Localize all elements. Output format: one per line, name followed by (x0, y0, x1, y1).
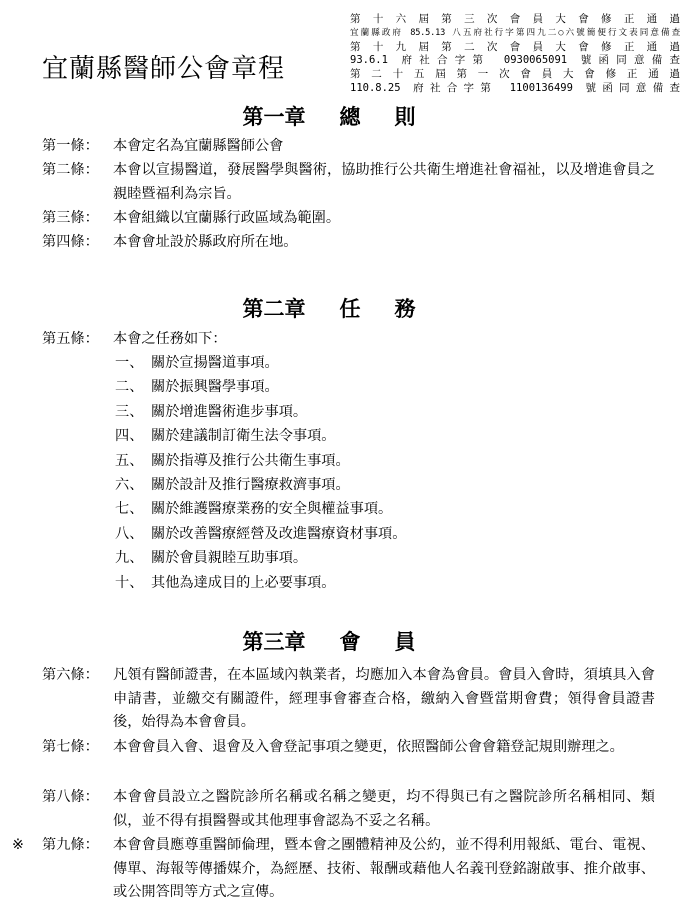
list-item (115, 547, 675, 571)
list-text: 關於指導及推行公共衛生事項。 (151, 452, 350, 469)
article-label: 第八條： (42, 789, 99, 805)
article-label: 第四條： (42, 234, 99, 250)
article-text: 本會組織以宜蘭縣行政區域為範圍。 (113, 210, 341, 226)
chapter-heading (0, 101, 692, 131)
article-text: 凡領有醫師證書，在本區域內執業者，均應加入本會為會員。會員入會時，須填具入會申請書，並繳交有關證件，經理事會審查合格，繳納入會暨當期會費；領得會員證書後，始得為本會會員。 (113, 667, 655, 730)
list-item (115, 352, 675, 376)
list-text: 關於振興醫學事項。 (151, 379, 279, 396)
list-text: 關於宣揚醫道事項。 (151, 355, 279, 371)
list-number: 四、 (115, 428, 144, 445)
list-item (115, 474, 675, 498)
article-label: 第一條： (42, 138, 99, 154)
chapter-heading (0, 626, 692, 656)
list-number: 一、 (115, 355, 144, 371)
chapter-number: 第一章 (242, 104, 306, 129)
list-item (115, 376, 675, 400)
list-number: 六、 (115, 476, 144, 493)
list-item (115, 572, 675, 596)
article-label: 第六條： (42, 667, 99, 683)
document-title: 宜蘭縣醫師公會章程 (42, 54, 286, 84)
amendment-line: 93.6.1 府社合字第 0930065091 號函同意備查 (350, 54, 680, 67)
article-text: 本會會員入會、退會及入會登記事項之變更，依照醫師公會會籍登記規則辦理之。 (113, 739, 624, 755)
list-text: 關於維護醫療業務的安全與權益事項。 (151, 501, 393, 518)
list-text: 關於設計及推行醫療救濟事項。 (151, 476, 350, 493)
article-label: 第九條： (42, 837, 99, 853)
list-text: 關於建議制訂衛生法令事項。 (151, 428, 336, 445)
list-number: 八、 (115, 525, 144, 542)
article-label: 第七條： (42, 739, 99, 755)
amendment-notes (350, 13, 680, 96)
chapter-title: 任務 (339, 296, 450, 321)
chapter-title: 會員 (339, 629, 450, 654)
amendment-line: 110.8.25 府社合字第 1100136499 號函同意備查 (350, 81, 680, 94)
task-list (115, 352, 675, 596)
list-text: 關於增進醫術進步事項。 (151, 403, 308, 420)
article-text: 本會定名為宜蘭縣醫師公會 (113, 138, 284, 154)
list-item (115, 523, 675, 547)
list-item (115, 450, 675, 474)
article-label: 第五條： (42, 331, 99, 347)
amendment-line: 第二十五屆第一次會員大會修正通過 (350, 68, 680, 81)
list-text: 關於會員親睦互助事項。 (151, 550, 308, 567)
amendment-line: 第十九屆第二次會員大會修正通過 (350, 40, 680, 53)
list-number: 三、 (115, 403, 144, 420)
reference-mark: ※ (12, 837, 24, 853)
chapter-number: 第二章 (242, 296, 306, 321)
list-item (115, 401, 675, 425)
amendment-line: 宜蘭縣政府 85.5.13 八五府社行字第四九二○六號簡便行文表同意備查 (350, 27, 680, 38)
chapter-number: 第三章 (242, 629, 306, 654)
list-number: 二、 (115, 379, 144, 396)
list-text: 其他為達成目的上必要事項。 (151, 574, 336, 591)
article-label: 第二條： (42, 162, 99, 178)
chapter-title: 總則 (339, 104, 450, 129)
list-number: 七、 (115, 501, 144, 518)
list-number: 十、 (115, 574, 144, 591)
article-text: 本會會員設立之醫院診所名稱或名稱之變更，均不得與已有之醫院診所名稱相同、類似，並不得有損醫譽或其他理事會認為不妥之名稱。 (113, 789, 655, 829)
list-number: 九、 (115, 550, 144, 567)
article-text: 本會以宣揚醫道，發展醫學與醫術，協助推行公共衛生增進社會福祉，以及增進會員之親睦暨福利為宗旨。 (113, 162, 655, 202)
article-text: 本會之任務如下： (113, 331, 227, 347)
list-item (115, 425, 675, 449)
list-text: 關於改善醫療經營及改進醫療資材事項。 (151, 525, 407, 542)
chapter-heading (0, 293, 692, 323)
amendment-line: 第十六屆第三次會員大會修正通過 (350, 13, 680, 25)
list-number: 五、 (115, 452, 144, 469)
article-text: 本會會址設於縣政府所在地。 (113, 234, 298, 250)
article-label: 第三條： (42, 210, 99, 226)
article-text: 本會會員應尊重醫師倫理，暨本會之團體精神及公約，並不得利用報紙、電台、電視、傳單、海報等傳播媒介，為經歷、技術、報酬或藉他人名義刊登銘謝啟事、推介啟事、或公開答問等方式之宣傳。 (113, 837, 655, 900)
list-item (115, 498, 675, 522)
